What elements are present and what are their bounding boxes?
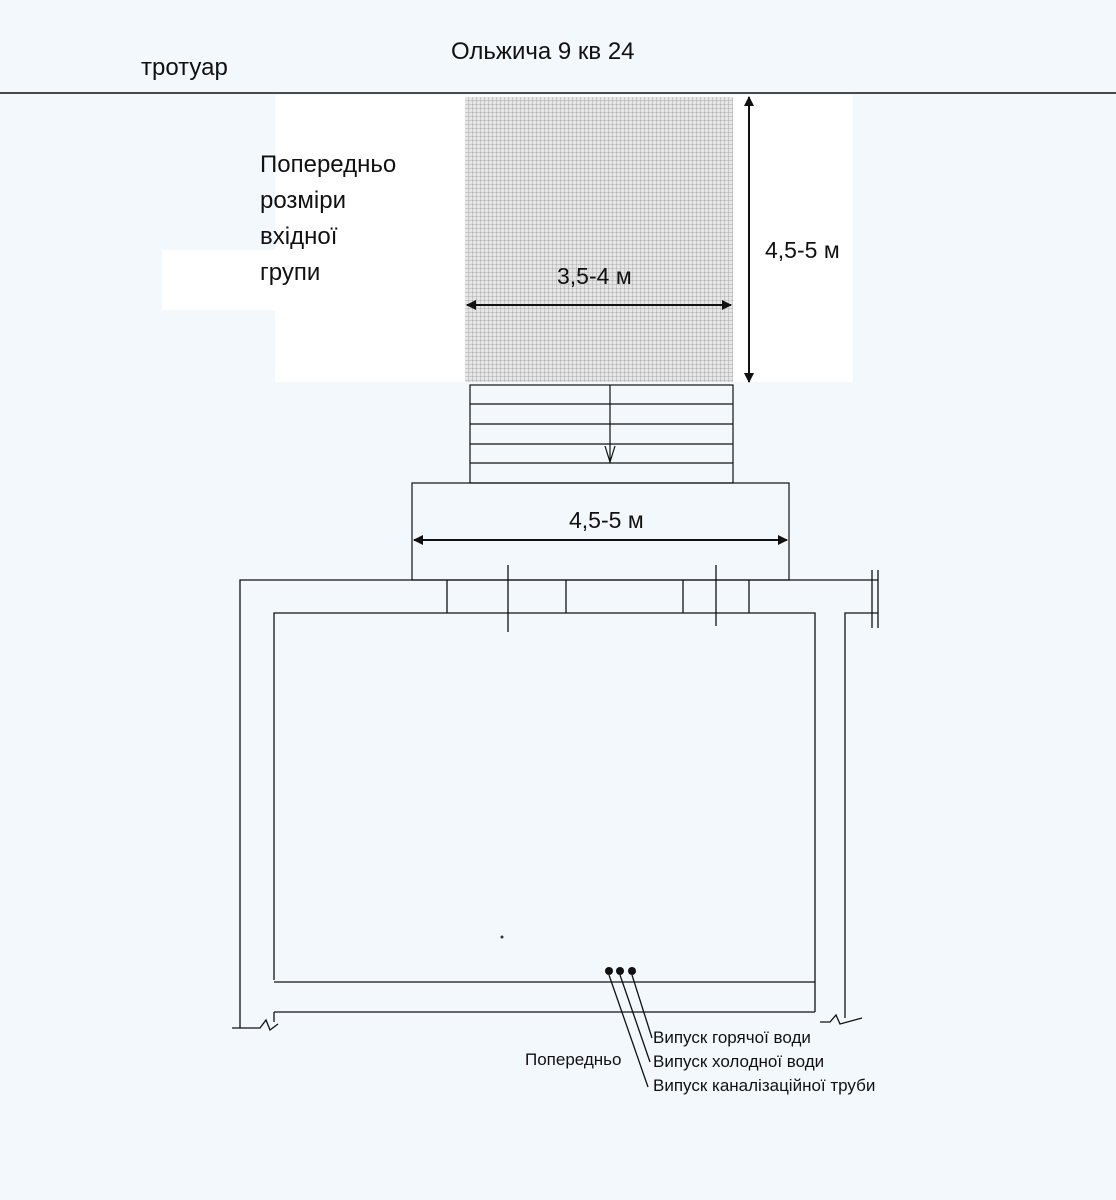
entrance-note-line: групи (260, 259, 321, 286)
room-mark (501, 936, 504, 939)
utilities-label: Попередньо (525, 1050, 622, 1069)
side-panel (162, 250, 275, 310)
landing-width-label: 4,5-5 м (569, 507, 644, 533)
entrance-note-line: Попередньо (260, 151, 397, 178)
utility-outlets (605, 967, 636, 975)
entrance-platform (465, 97, 733, 382)
utility-hot-water-label: Випуск горячої води (653, 1028, 811, 1047)
utility-leaders (609, 975, 652, 1087)
outlet-hot-water (605, 967, 613, 975)
utility-sewer-label: Випуск каналізаційної труби (653, 1076, 876, 1095)
entrance-note-line: розміри (260, 187, 347, 214)
entrance-note (260, 147, 430, 291)
utility-cold-water-label: Випуск холодної води (653, 1052, 825, 1071)
platform-depth-label: 4,5-5 м (765, 237, 840, 263)
sidewalk-label: тротуар (141, 54, 228, 81)
outlet-sewer (628, 967, 636, 975)
building-walls (232, 565, 878, 1030)
platform-width-label: 3,5-4 м (557, 263, 632, 289)
stairs (470, 385, 733, 483)
outlet-cold-water (616, 967, 624, 975)
address-label: Ольжича 9 кв 24 (451, 38, 635, 65)
entrance-note-line: вхідної (260, 223, 338, 250)
